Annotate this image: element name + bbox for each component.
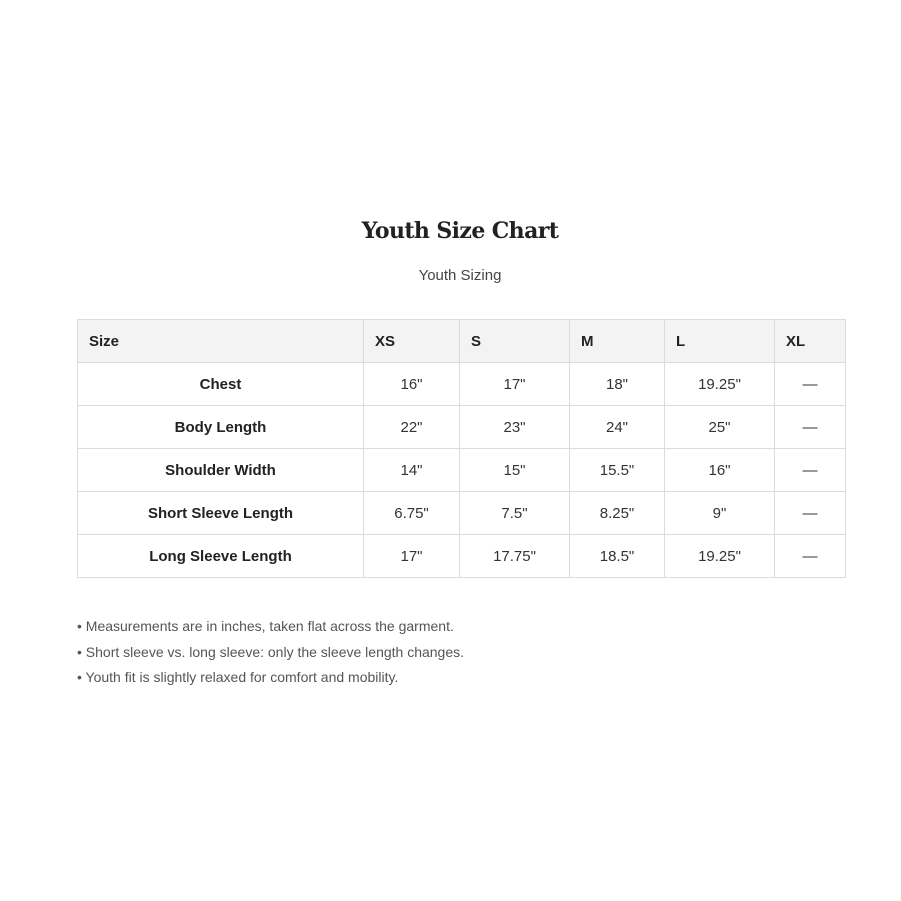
table-cell: 18" <box>570 363 665 406</box>
table-cell: 17" <box>460 363 570 406</box>
table-cell: 19.25" <box>665 363 775 406</box>
table-cell: 16" <box>364 363 460 406</box>
table-cell: 7.5" <box>460 492 570 535</box>
table-cell: 18.5" <box>570 535 665 578</box>
column-header-size: Size <box>78 320 364 363</box>
table-row <box>78 406 846 449</box>
table-cell: 14" <box>364 449 460 492</box>
table-row <box>78 492 846 535</box>
note-item: • Short sleeve vs. long sleeve: only the sleeve length changes. <box>77 643 465 660</box>
table-cell: 15" <box>460 449 570 492</box>
row-label: Short Sleeve Length <box>78 492 364 535</box>
table-cell: 15.5" <box>570 449 665 492</box>
table-cell: — <box>775 535 846 578</box>
table-cell: 16" <box>665 449 775 492</box>
table-cell: — <box>775 492 846 535</box>
table-cell: 19.25" <box>665 535 775 578</box>
notes-list <box>77 614 777 691</box>
column-header-m: M <box>570 320 665 363</box>
table-cell: 23" <box>460 406 570 449</box>
row-label: Body Length <box>78 406 364 449</box>
table-cell: — <box>775 363 846 406</box>
column-header-xl: XL <box>775 320 846 363</box>
table-cell: 22" <box>364 406 460 449</box>
row-label: Shoulder Width <box>78 449 364 492</box>
table-cell: 9" <box>665 492 775 535</box>
table-header-row <box>78 320 846 363</box>
page-subtitle: Youth Sizing <box>418 267 502 284</box>
column-header-xs: XS <box>364 320 460 363</box>
table-cell: 25" <box>665 406 775 449</box>
row-label: Chest <box>78 363 364 406</box>
row-label: Long Sleeve Length <box>78 535 364 578</box>
table-cell: 6.75" <box>364 492 460 535</box>
table-cell: — <box>775 449 846 492</box>
column-header-s: S <box>460 320 570 363</box>
size-chart-table <box>77 319 846 578</box>
table-cell: 17" <box>364 535 460 578</box>
table-row <box>78 535 846 578</box>
table-cell: 24" <box>570 406 665 449</box>
note-item: • Measurements are in inches, taken flat across the garment. <box>77 618 454 634</box>
column-header-l: L <box>665 320 775 363</box>
table-cell: — <box>775 406 846 449</box>
table-cell: 8.25" <box>570 492 665 535</box>
note-item: • Youth fit is slightly relaxed for comfort and mobility. <box>77 669 399 685</box>
table-row <box>78 449 846 492</box>
table-cell: 17.75" <box>460 535 570 578</box>
table-row <box>78 363 846 406</box>
page-title: Youth Size Chart <box>361 218 559 244</box>
